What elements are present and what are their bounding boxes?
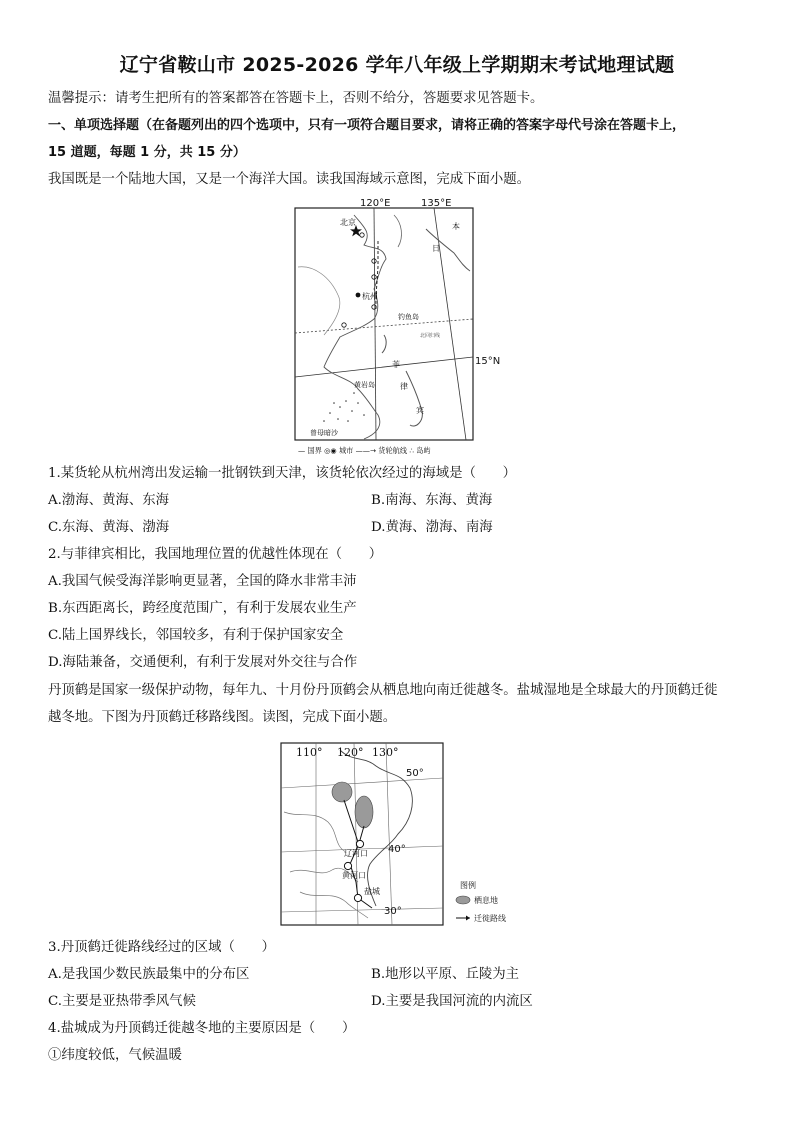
legend-arrow-icon — [466, 916, 470, 921]
q2-option-a: A.我国气候受海洋影响更显著，全国的降水非常丰沛 — [48, 574, 357, 589]
map2-legend-route: 迁徙路线 — [474, 914, 506, 923]
tip-text: 温馨提示：请考生把所有的答案都答在答题卡上，否则不给分，答题要求见答题卡。 — [48, 91, 544, 106]
map1-place-zengmu: 曾母暗沙 — [310, 429, 338, 437]
crane-migration-map — [280, 742, 518, 926]
q3-option-b: B.地形以平原、丘陵为主 — [371, 967, 520, 982]
map2-place-huanghekou: 黄河口 — [342, 871, 366, 880]
q3-option-a: A.是我国少数民族最集中的分布区 — [48, 967, 250, 982]
q3-option-d: D.主要是我国河流的内流区 — [371, 994, 533, 1009]
q3-stem: 3.丹顶鹤迁徙路线经过的区域（ ） — [48, 940, 276, 955]
map2-lon-130: 130° — [372, 746, 399, 759]
map1-place-ri: 日 — [432, 244, 440, 253]
q2-option-d: D.海陆兼备，交通便利，有利于发展对外交往与合作 — [48, 655, 358, 670]
map2-lon-120: 120° — [337, 746, 364, 759]
map1-lat-15: 15°N — [475, 356, 501, 367]
q4-item-1: ①纬度较低，气候温暖 — [48, 1048, 182, 1063]
section-heading: 一、单项选择题（在备题列出的四个选项中，只有一项符合题目要求，请将正确的答案字母代号涂在答题卡上， — [48, 118, 686, 133]
q1-option-d: D.黄海、渤海、南海 — [371, 520, 493, 535]
q2-stem: 2.与菲律宾相比，我国地理位置的优越性体现在（ ） — [48, 547, 383, 562]
q2-option-c: C.陆上国界线长，邻国较多，有利于保护国家安全 — [48, 628, 344, 643]
map1-place-huigui: 北回归线 — [420, 333, 441, 339]
map1-legend: — 国界 ◎◉ 城市 ——→ 货轮航线 ∴ 岛屿 — [298, 446, 431, 455]
map1-lon-120: 120°E — [360, 198, 391, 209]
map2-lat-50: 50° — [406, 768, 424, 779]
section-heading-cont: 15 道题，每题 1 分，共 15 分） — [48, 145, 246, 160]
q1-option-a: A.渤海、黄海、东海 — [48, 493, 170, 508]
q2-option-b: B.东西距离长，跨经度范围广，有利于发展农业生产 — [48, 601, 357, 616]
map1-place-diaoyu: 钓鱼岛 — [398, 313, 419, 321]
map1-lon-135: 135°E — [421, 198, 452, 209]
habitat-area — [355, 796, 373, 828]
intro-2: 丹顶鹤是国家一级保护动物，每年九、十月份丹顶鹤会从栖息地向南迁徙越冬。盐城湿地是全球最大的丹顶鹤迁徙 — [48, 683, 718, 698]
q1-stem: 1.某货轮从杭州湾出发运输一批钢铁到天津，该货轮依次经过的海域是（ ） — [48, 466, 517, 481]
china-sea-map — [294, 207, 474, 455]
page-title: 辽宁省鞍山市 2025-2026 学年八年级上学期期末考试地理试题 — [119, 54, 675, 76]
map1-place-hangzhou: 杭州 — [362, 292, 378, 301]
map1-place-lv: 律 — [400, 382, 408, 391]
map1-place-ben: 本 — [452, 222, 460, 231]
intro-1: 我国既是一个陆地大国，又是一个海洋大国。读我国海域示意图，完成下面小题。 — [48, 172, 531, 187]
q1-option-c: C.东海、黄海、渤海 — [48, 520, 170, 535]
map2-lon-110: 110° — [296, 746, 323, 759]
map2-legend-title: 图例 — [460, 881, 476, 890]
map1-place-beijing: 北京 — [340, 218, 356, 227]
map1-place-fei: 菲 — [392, 360, 400, 369]
q4-stem: 4.盐城成为丹顶鹤迁徙越冬地的主要原因是（ ） — [48, 1021, 356, 1036]
map1-place-huangyan: 黄岩岛 — [354, 381, 375, 389]
map2-place-yancheng: 盐城 — [364, 887, 380, 896]
map2-lat-30: 30° — [384, 906, 402, 917]
q1-option-b: B.南海、东海、黄海 — [371, 493, 493, 508]
map2-lat-40: 40° — [388, 844, 406, 855]
intro-2-cont: 越冬地。下图为丹顶鹤迁移路线图。读图，完成下面小题。 — [48, 710, 397, 725]
map2-legend-habitat: 栖息地 — [474, 896, 498, 905]
map1-place-bin: 宾 — [416, 406, 424, 415]
legend-habitat-icon — [456, 896, 470, 904]
habitat-area — [332, 782, 352, 802]
map2-place-liaohekou: 辽河口 — [344, 849, 368, 858]
q3-option-c: C.主要是亚热带季风气候 — [48, 994, 196, 1009]
